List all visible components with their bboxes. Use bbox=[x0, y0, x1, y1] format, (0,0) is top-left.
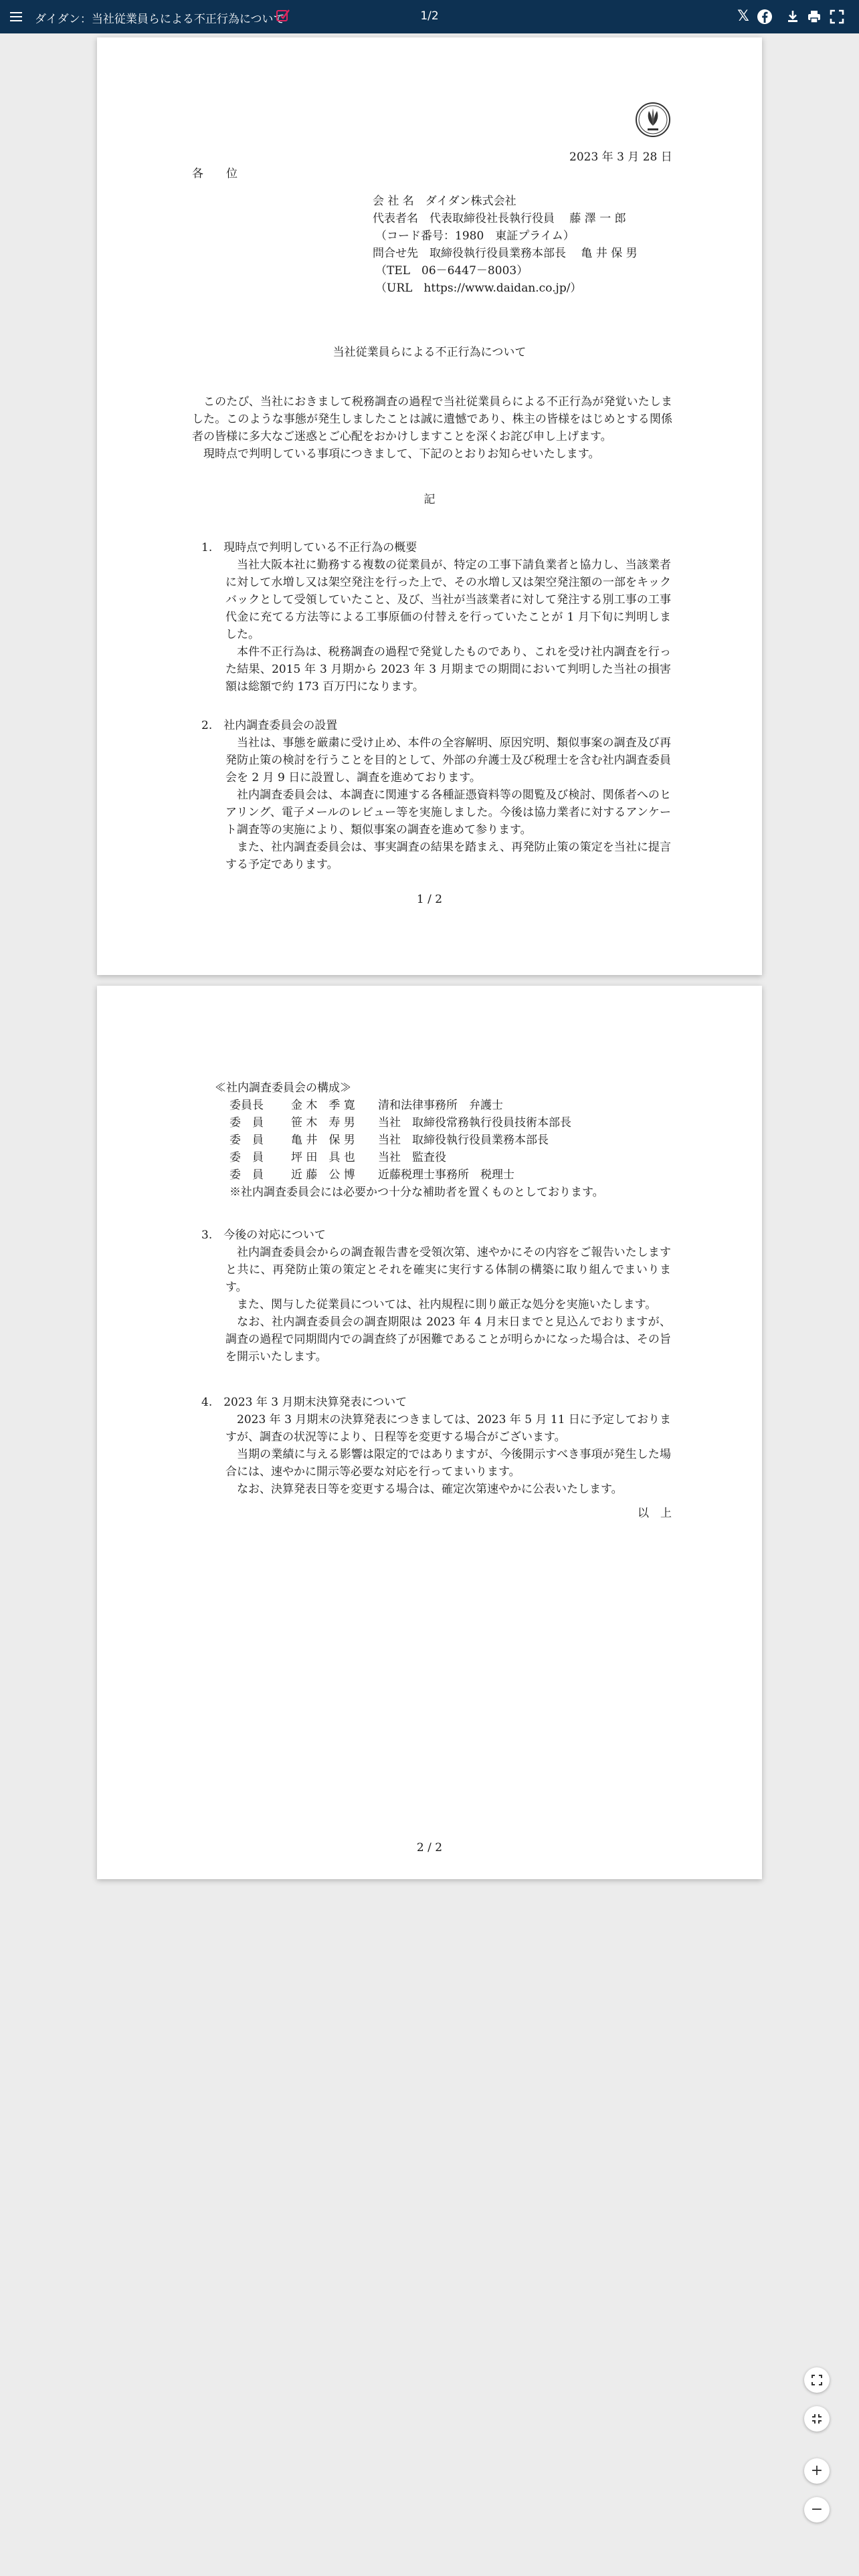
committee-affiliation: 当社 取締役常務執行役員技術本部長 bbox=[378, 1116, 571, 1130]
section-3-paragraph-2: また、関与した従業員については、社内規程に則り厳正な処分を実施いたします。 bbox=[237, 1298, 657, 1311]
committee-name: 金 木 季 寛 bbox=[291, 1099, 355, 1112]
committee-role: 委 員 bbox=[229, 1168, 264, 1182]
facebook-icon[interactable] bbox=[756, 8, 773, 25]
addressee: 各 位 bbox=[192, 167, 237, 181]
committee-note: ※社内調査委員会には必要かつ十分な補助者を置くものとしております。 bbox=[229, 1186, 604, 1199]
contact-tel: （TEL 06－6447－8003） bbox=[375, 264, 529, 278]
closing-mark: 以 上 bbox=[638, 1507, 672, 1520]
contact-person: 問合せ先 取締役執行役員業務本部長 亀 井 保 男 bbox=[373, 247, 638, 260]
fullscreen-icon[interactable] bbox=[828, 8, 846, 25]
contact-url[interactable]: （URL https://www.daidan.co.jp/） bbox=[375, 282, 582, 295]
company-name: 会 社 名 ダイダン株式会社 bbox=[373, 195, 516, 208]
intro-paragraph-2: 現時点で判明している事項につきまして、下記のとおりお知らせいたします。 bbox=[203, 447, 600, 461]
section-4-paragraph-1: 2023 年 3 月期末の決算発表につきましては、2023 年 5 月 11 日に予定しておりますが、調査の状況等により、日程等を変更する場合がございます。 bbox=[225, 1413, 671, 1444]
zoom-in-button[interactable]: + bbox=[804, 2458, 830, 2484]
section-2-paragraph-1: 当社は、事態を厳粛に受け止め、本件の全容解明、原因究明、類似事案の調査及び再発防止策の検討を行うことを目的として、外部の弁護士及び税理士を含む社内調査委員会を 2 月 9 日に設置し、調査を進めております。 bbox=[225, 736, 671, 784]
stock-code: （コード番号：1980 東証プライム） bbox=[375, 229, 575, 243]
document-heading: 当社従業員らによる不正行為について bbox=[332, 346, 527, 359]
committee-affiliation: 当社 取締役執行役員業務本部長 bbox=[378, 1134, 549, 1147]
fit-width-icon[interactable] bbox=[804, 2406, 830, 2432]
viewer-toolbar bbox=[0, 0, 859, 33]
document-page-1 bbox=[97, 37, 762, 975]
section-1-heading: 1. 現時点で判明している不正行為の概要 bbox=[201, 541, 417, 554]
section-4-paragraph-2: 当期の業績に与える影響は限定的ではありますが、今後開示すべき事項が発生した場合には、速やかに開示等必要な対応を行ってまいります。 bbox=[225, 1448, 671, 1479]
committee-affiliation: 近藤税理士事務所 税理士 bbox=[378, 1168, 514, 1182]
x-share-icon[interactable]: 𝕏 bbox=[737, 8, 749, 25]
section-3-heading: 3. 今後の対応について bbox=[201, 1228, 326, 1242]
section-2-heading: 2. 社内調査委員会の設置 bbox=[201, 719, 338, 732]
zoom-out-button[interactable]: − bbox=[804, 2497, 830, 2523]
committee-role: 委 員 bbox=[229, 1134, 264, 1147]
ki-marker: 記 bbox=[423, 493, 436, 506]
section-2-paragraph-2: 社内調査委員会は、本調査に関連する各種証憑資料等の閲覧及び検討、関係者へのヒアリング、電子メールのレビュー等を実施しました。今後は協力業者に対するアンケート調査等の実施により、類似事案の調査を進めて参ります。 bbox=[225, 788, 671, 837]
committee-heading: ≪社内調査委員会の構成≫ bbox=[215, 1081, 351, 1095]
committee-affiliation: 当社 監査役 bbox=[378, 1151, 446, 1164]
page-number-2: 2 / 2 bbox=[416, 1841, 443, 1854]
edit-icon[interactable] bbox=[276, 8, 290, 23]
committee-affiliation: 清和法律事務所 弁護士 bbox=[378, 1099, 503, 1112]
page-number-1: 1 / 2 bbox=[416, 893, 443, 906]
representative: 代表者名 代表取締役社長執行役員 藤 澤 一 郎 bbox=[373, 212, 626, 225]
fit-page-icon[interactable] bbox=[804, 2367, 830, 2393]
committee-role: 委 員 bbox=[229, 1116, 264, 1130]
section-3-paragraph-1: 社内調査委員会からの調査報告書を受領次第、速やかにその内容をご報告いたしますと共に、再発防止策の策定とそれを確実に実行する体制の構築に取り組んでまいります。 bbox=[225, 1246, 671, 1294]
committee-name: 坪 田 具 也 bbox=[291, 1151, 355, 1164]
section-1-paragraph-1: 当社大阪本社に勤務する複数の従業員が、特定の工事下請負業者と協力し、当該業者に対して水増し又は架空発注を行った上で、その水増し又は架空発注額の一部をキックバックとして受領していたこと、及び、当社が当該業者に対して発注する別工事の工事代金に充てる方法等による工事原価の付替えを行っていたことが 1 月下旬に判明しました。 bbox=[225, 558, 671, 641]
release-date: 2023 年 3 月 28 日 bbox=[569, 150, 672, 164]
download-icon[interactable] bbox=[784, 8, 801, 25]
print-icon[interactable] bbox=[805, 8, 823, 25]
section-4-paragraph-3: なお、決算発表日等を変更する場合は、確定次第速やかに公表いたします。 bbox=[237, 1483, 623, 1496]
committee-role: 委員長 bbox=[229, 1099, 264, 1112]
section-1-paragraph-2: 本件不正行為は、税務調査の過程で発覚したものであり、これを受け社内調査を行った結果、2015 年 3 月期から 2023 年 3 月期までの期間において判明した当社の損害額は総額で約 173 百万円になります。 bbox=[225, 645, 671, 693]
committee-name: 亀 井 保 男 bbox=[291, 1134, 355, 1147]
document-title: ダイダン：当社従業員らによる不正行為について bbox=[35, 13, 285, 26]
section-3-paragraph-3: なお、社内調査委員会の調査期限は 2023 年 4 月末日までと見込んでおりますが、調査の過程で同期間内での調査終了が困難であることが明らかになった場合は、その旨を開示いたします。 bbox=[225, 1315, 671, 1364]
page-indicator: 1/2 bbox=[420, 9, 439, 23]
company-logo bbox=[635, 102, 671, 138]
committee-name: 近 藤 公 博 bbox=[291, 1168, 355, 1182]
committee-name: 笹 木 寿 男 bbox=[291, 1116, 355, 1130]
section-4-heading: 4. 2023 年 3 月期末決算発表について bbox=[201, 1396, 407, 1409]
menu-icon[interactable] bbox=[7, 8, 25, 25]
intro-paragraph: このたび、当社におきまして税務調査の過程で当社従業員らによる不正行為が発覚いたしました。このような事態が発生しましたことは誠に遺憾であり、株主の皆様をはじめとする関係者の皆様に多大なご迷惑とご心配をおかけしますことを深くお詫び申し上げます。 bbox=[192, 395, 672, 443]
document-page-2 bbox=[97, 986, 762, 1879]
section-2-paragraph-3: また、社内調査委員会は、事実調査の結果を踏まえ、再発防止策の策定を当社に提言する予定であります。 bbox=[225, 841, 671, 871]
committee-role: 委 員 bbox=[229, 1151, 264, 1164]
